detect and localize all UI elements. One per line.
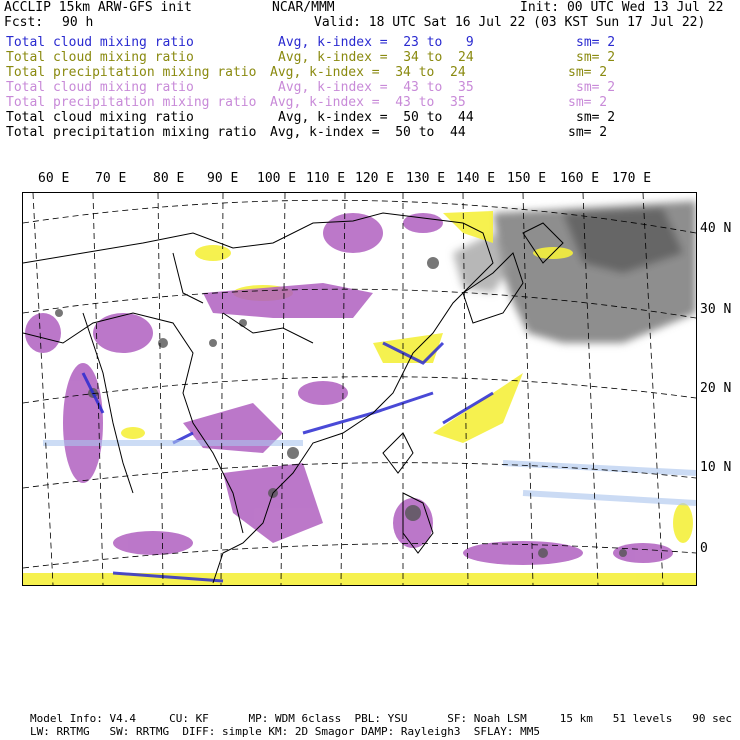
lat-label: 20 N xyxy=(700,381,732,396)
lat-label: 40 N xyxy=(700,221,732,236)
model-info-line-1: Model Info: V4.4 CU: KF MP: WDM 6class PBL: YSU SF: Noah LSM 15 km 51 levels 90 sec xyxy=(30,712,732,725)
legend-avg: Avg, k-index = 34 to 24 xyxy=(270,65,466,80)
lat-label: 30 N xyxy=(700,302,732,317)
fcst-label: Fcst: xyxy=(4,15,44,30)
model-info-line-2: LW: RRTMG SW: RRTMG DIFF: simple KM: 2D Smagor DAMP: Rayleigh3 SFLAY: MM5 xyxy=(30,725,540,738)
lon-label: 70 E xyxy=(95,171,127,186)
lon-label: 140 E xyxy=(456,171,496,186)
legend-sm: sm= 2 xyxy=(568,125,608,140)
run-title: ACCLIP 15km ARW-GFS init xyxy=(4,0,192,15)
map-svg xyxy=(23,193,696,585)
legend-field: Total precipitation mixing ratio xyxy=(6,65,257,80)
lon-label: 100 E xyxy=(257,171,297,186)
lon-label: 110 E xyxy=(306,171,346,186)
lon-label: 150 E xyxy=(507,171,547,186)
legend-sm: sm= 2 xyxy=(576,110,616,125)
legend-field: Total precipitation mixing ratio xyxy=(6,95,257,110)
lat-label: 0 xyxy=(700,541,708,556)
legend-avg: Avg, k-index = 50 to 44 xyxy=(278,110,474,125)
legend-field: Total cloud mixing ratio xyxy=(6,50,194,65)
legend-avg: Avg, k-index = 43 to 35 xyxy=(270,95,466,110)
lon-label: 90 E xyxy=(207,171,239,186)
legend-sm: sm= 2 xyxy=(576,80,616,95)
legend-avg: Avg, k-index = 34 to 24 xyxy=(278,50,474,65)
fcst-value: 90 h xyxy=(62,15,94,30)
map-panel xyxy=(22,192,697,586)
legend-sm: sm= 2 xyxy=(568,65,608,80)
lat-label: 10 N xyxy=(700,460,732,475)
lon-label: 80 E xyxy=(153,171,185,186)
valid-time: Valid: 18 UTC Sat 16 Jul 22 (03 KST Sun 17 Jul 22) xyxy=(314,15,706,30)
legend-field: Total cloud mixing ratio xyxy=(6,110,194,125)
legend-sm: sm= 2 xyxy=(568,95,608,110)
lon-label: 60 E xyxy=(38,171,70,186)
legend-field: Total cloud mixing ratio xyxy=(6,80,194,95)
lon-label: 130 E xyxy=(406,171,446,186)
legend-avg: Avg, k-index = 50 to 44 xyxy=(270,125,466,140)
legend-avg: Avg, k-index = 43 to 35 xyxy=(278,80,474,95)
legend-avg: Avg, k-index = 23 to 9 xyxy=(278,35,474,50)
lon-label: 160 E xyxy=(560,171,600,186)
lon-label: 170 E xyxy=(612,171,652,186)
legend-field: Total precipitation mixing ratio xyxy=(6,125,257,140)
org-label: NCAR/MMM xyxy=(272,0,335,15)
legend-sm: sm= 2 xyxy=(576,35,616,50)
init-time: Init: 00 UTC Wed 13 Jul 22 xyxy=(520,0,724,15)
legend-field: Total cloud mixing ratio xyxy=(6,35,194,50)
legend-sm: sm= 2 xyxy=(576,50,616,65)
lon-label: 120 E xyxy=(355,171,395,186)
